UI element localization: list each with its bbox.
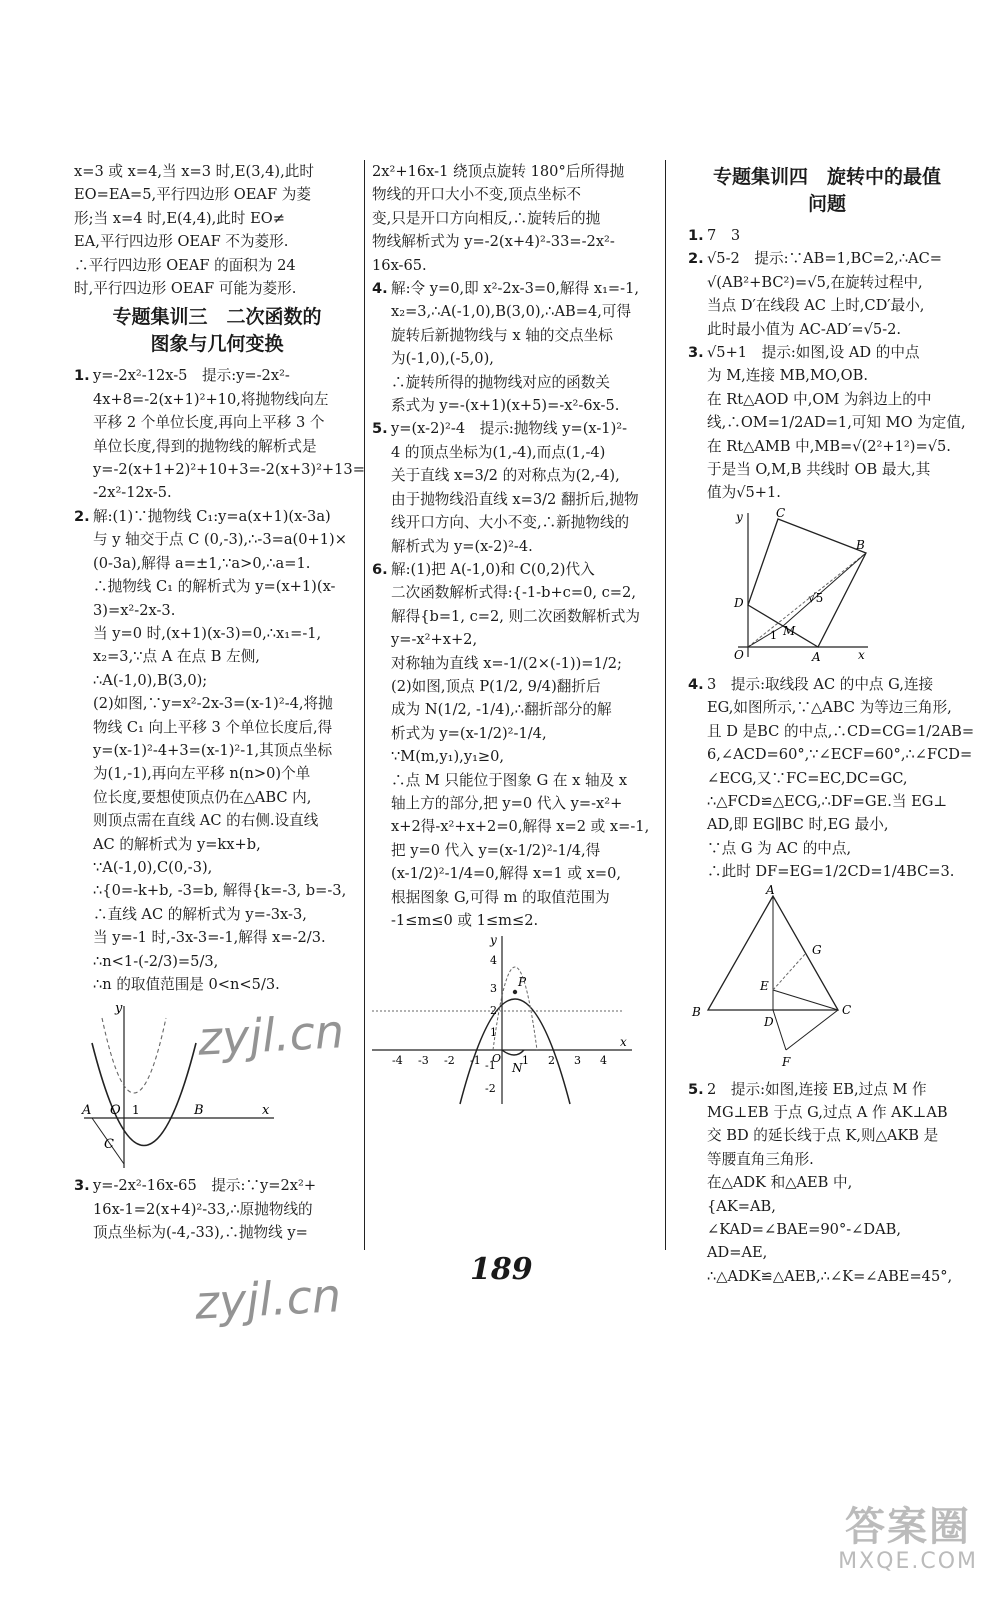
line-text: 于是当 O,M,B 共线时 OB 最大,其 (707, 461, 931, 479)
item-number: 5. (372, 420, 388, 438)
text-line (707, 790, 966, 813)
fig3-label: A (812, 649, 821, 664)
line-text: 解析式为 y=(x-2)²-4. (391, 537, 533, 555)
text-line (74, 207, 360, 230)
line-text: 物线解析式为 y=-2(x+4)²-33=-2x²- (372, 233, 615, 251)
line-text: 当点 D′在线段 AC 上时,CD′最小, (707, 297, 925, 315)
item-number: 5. (688, 1080, 704, 1098)
line-text: y=-2x²-12x-5 提示:y=-2x²- (93, 367, 290, 385)
text-line (391, 862, 658, 885)
fig2-label: N (512, 1061, 523, 1076)
text-line (391, 769, 658, 792)
line-text: y=(x-1)²-4+3=(x-1)²-1,其顶点坐标 (93, 741, 333, 759)
text-line (93, 762, 360, 785)
parabola-c1 (92, 1043, 196, 1146)
line-text: 顶点坐标为(-4,-33),∴抛物线 y= (93, 1224, 308, 1242)
line-text: y=-x²+x+2, (391, 631, 478, 649)
line-text: 把 y=0 代入 y=(x-1/2)²-1/4,得 (391, 841, 601, 859)
line-text: 16x-1=2(x+4)²-33,∴原抛物线的 (93, 1200, 313, 1218)
line-text: 当 y=-1 时,-3x-3=-1,解得 x=-2/3. (93, 929, 326, 947)
text-line (93, 716, 360, 739)
text-line (707, 813, 966, 836)
text-line (93, 481, 360, 504)
text-line (391, 605, 658, 628)
text-line (391, 652, 658, 675)
col2-continuation (372, 160, 658, 277)
text-line (372, 160, 658, 183)
text-line (74, 254, 360, 277)
fig3-label: O (734, 647, 744, 662)
text-line (391, 675, 658, 698)
line-text: y=-2(x+1+2)²+10+3=-2(x+3)²+13= (93, 461, 365, 479)
text-line (391, 371, 658, 394)
text-line (93, 388, 360, 411)
brand-line2: MXQE.COM (838, 1549, 978, 1574)
text-line (372, 183, 658, 206)
text-line (93, 411, 360, 434)
line-text: 对称轴为直线 x=-1/(2×(-1))=1/2; (391, 654, 622, 672)
text-line (93, 856, 360, 879)
line-text: 轴上方的部分,把 y=0 代入 y=-x²+ (391, 794, 623, 812)
text-line (93, 692, 360, 715)
item-number: 4. (372, 280, 388, 298)
line-text: ∠ECG,又∵FC=EC,DC=GC, (707, 769, 908, 787)
text-line (93, 739, 360, 762)
line-text: 形;当 x=4 时,E(4,4),此时 EO≠ (74, 209, 285, 227)
segment-ob (748, 553, 866, 647)
fig2-label: 1 (490, 1026, 497, 1040)
fig4-label: A (766, 882, 775, 897)
text-line (93, 950, 360, 973)
section-title-4 (688, 164, 966, 218)
col1-continuation (74, 160, 360, 300)
line-text: ∵点 G 为 AC 的中点, (707, 839, 852, 857)
line-text: 7 3 (707, 227, 741, 244)
watermark: zyjl.cn (193, 1268, 343, 1330)
text-line (93, 879, 360, 902)
line-text: AC 的解析式为 y=kx+b, (93, 835, 261, 853)
fig2-label: y (490, 933, 497, 948)
fig2-label: O (492, 1052, 502, 1066)
fig2-label: 3 (574, 1054, 581, 1068)
section-title-4-line2: 问题 (807, 193, 846, 215)
text-line (707, 1171, 966, 1194)
text-line (707, 388, 966, 411)
text-line (93, 926, 360, 949)
line-text: ∴直线 AC 的解析式为 y=-3x-3, (93, 905, 307, 923)
text-line (391, 792, 658, 815)
text-line (707, 271, 966, 294)
text-line (74, 277, 360, 300)
line-text: 交 BD 的延长线于点 K,则△AKB 是 (707, 1127, 939, 1145)
fig1-label: B (194, 1103, 204, 1119)
segment-mb (783, 553, 866, 626)
fig3-label: B (856, 537, 865, 552)
item-number: 2. (688, 250, 704, 268)
line-text: (x-1/2)²-1/4=0,解得 x=1 或 x=0, (391, 865, 622, 883)
fig3-label: D (734, 595, 744, 610)
line-text: -2x²-12x-5. (93, 484, 172, 502)
item-number: 6. (372, 560, 388, 578)
line-text: EA,平行四边形 OEAF 不为菱形. (74, 233, 289, 251)
line-text: 4x+8=-2(x+1)²+10,将抛物线向左 (93, 390, 329, 408)
text-line (93, 809, 360, 832)
line-text: -1≤m≤0 或 1≤m≤2. (391, 912, 539, 929)
text-line (707, 1195, 966, 1218)
item-number: 3. (74, 1177, 90, 1195)
text-line (688, 673, 966, 696)
fig1-label: y (115, 1001, 123, 1017)
text-line (93, 458, 365, 481)
line-text: 当 y=0 时,(x+1)(x-3)=0,∴x₁=-1, (93, 624, 322, 642)
text-line (707, 1148, 966, 1171)
fig4-label: F (782, 1054, 791, 1069)
fig2-label: 4 (600, 1054, 607, 1068)
text-line (391, 488, 658, 511)
answer-item-r2 (688, 247, 966, 341)
text-line (74, 160, 360, 183)
fig4-label: B (692, 1004, 701, 1019)
text-line (93, 622, 360, 645)
line-text: y=(x-2)²-4 提示:抛物线 y=(x-1)²- (391, 420, 628, 438)
line-text: ∠KAD=∠BAE=90°-∠DAB, (707, 1220, 902, 1238)
line-text: 时,平行四边形 OEAF 可能为菱形. (74, 280, 297, 298)
text-line (688, 341, 966, 364)
text-line (707, 458, 966, 481)
segment-om (748, 626, 783, 647)
line-text: ∴n 的取值范围是 0<n<5/3. (93, 976, 280, 993)
line-text: 析式为 y=(x-1/2)²-1/4, (391, 724, 547, 742)
line-text: 在 Rt△AOD 中,OM 为斜边上的中 (707, 390, 932, 408)
text-line (93, 599, 360, 622)
text-line (391, 628, 658, 651)
figure-graph-g (372, 934, 632, 1104)
line-text: 由于抛物线沿直线 x=3/2 翻折后,抛物 (391, 490, 639, 508)
section-title-3-line2: 图象与几何变换 (150, 333, 284, 356)
figure-equilateral-triangle (688, 882, 868, 1072)
line-text: x+2得-x²+x+2=0,解得 x=2 或 x=-1, (391, 818, 650, 836)
text-line (707, 743, 973, 766)
line-text: 根据图象 G,可得 m 的取值范围为 (391, 888, 610, 906)
answer-item-6 (372, 558, 658, 933)
line-text: ∵M(m,y₁),y₁≥0, (391, 748, 505, 766)
segment-eg (773, 953, 806, 990)
text-line (93, 435, 360, 458)
line-text: ∴平行四边形 OEAF 的面积为 24 (74, 256, 296, 274)
fig2-label: -1 (470, 1054, 481, 1068)
line-text: ∴抛物线 C₁ 的解析式为 y=(x+1)(x- (93, 578, 336, 596)
line-text: 3 提示:取线段 AC 的中点 G,连接 (707, 675, 934, 693)
text-line (391, 698, 658, 721)
text-line (688, 224, 966, 247)
text-line (93, 833, 360, 856)
text-line (707, 411, 966, 434)
fig1-label: O (110, 1103, 121, 1119)
text-line (688, 1078, 966, 1101)
line-text: 为(-1,0),(-5,0), (391, 350, 494, 368)
text-line (74, 364, 360, 387)
fig3-label: M (783, 623, 796, 638)
text-line (372, 207, 658, 230)
line-text: ∴△FCD≌△ECG,∴DF=GE.当 EG⊥ (707, 792, 948, 810)
text-line (707, 435, 966, 458)
text-line (372, 277, 658, 300)
text-line (391, 581, 658, 604)
line-text: √5+1 提示:如图,设 AD 的中点 (707, 344, 920, 362)
text-line (391, 394, 658, 417)
fig2-label: 1 (522, 1054, 529, 1068)
text-line (391, 815, 658, 838)
text-line (707, 860, 966, 883)
watermark: zyjl.cn (196, 1004, 346, 1066)
text-line (391, 300, 658, 323)
fig3-label: y (736, 509, 743, 524)
line-text: EO=EA=5,平行四边形 OEAF 为菱 (74, 186, 311, 204)
fig4-label: E (760, 978, 769, 993)
line-text: 在△ADK 和△AEB 中, (707, 1174, 853, 1192)
text-line (707, 837, 966, 860)
answer-item-r1 (688, 224, 966, 247)
line-text: EG,如图所示,∵△ABC 为等边三角形, (707, 699, 952, 717)
line-text: {AK=AB, (707, 1197, 776, 1215)
reflected-part (502, 1050, 524, 1055)
text-line (688, 247, 966, 270)
parabola-g (460, 999, 570, 1104)
answer-item-2 (74, 505, 360, 997)
line-text: (2)如图,顶点 P(1/2, 9/4)翻折后 (391, 677, 601, 695)
text-line (391, 324, 658, 347)
text-line (93, 1221, 360, 1244)
line-text: 二次函数解析式得:{-1-b+c=0, c=2, (391, 584, 636, 602)
line-text: 线开口方向、大小不变,∴新抛物线的 (391, 514, 630, 532)
brand-logo (838, 1505, 978, 1574)
fig3-label: C (776, 505, 786, 520)
segment-df (773, 1010, 786, 1050)
line-text: ∴此时 DF=EG=1/2CD=1/4BC=3. (707, 863, 955, 881)
line-text: 解:(1)∵抛物线 C₁:y=a(x+1)(x-3a) (93, 507, 331, 525)
line-text: 与 y 轴交于点 C (0,-3),∴-3=a(0+1)× (93, 531, 347, 549)
line-text: 线,∴OM=1/2AD=1,可知 MO 为定值, (707, 414, 966, 432)
segment-fc (786, 1010, 838, 1050)
text-line (74, 505, 360, 528)
answer-item-4 (372, 277, 658, 417)
line-text: x=3 或 x=4,当 x=3 时,E(3,4),此时 (74, 163, 314, 180)
answer-item-r4 (688, 673, 975, 884)
fig3-label: x (858, 647, 865, 662)
column-right (688, 160, 975, 1288)
line-text: ∴n<1-(-2/3)=5/3, (93, 952, 219, 970)
line-text: 16x-65. (372, 256, 427, 274)
item-number: 4. (688, 675, 704, 693)
text-line (391, 886, 658, 909)
text-line (707, 294, 966, 317)
text-line (707, 1101, 966, 1124)
column-rule-2 (665, 160, 666, 1250)
text-line (707, 1124, 966, 1147)
fig1-label: x (262, 1103, 270, 1119)
text-line (391, 535, 658, 558)
text-line (391, 909, 658, 932)
line-text: x₂=3,∵点 A 在点 B 左侧, (93, 648, 260, 666)
answer-item-1 (74, 364, 365, 504)
parabola-shifted (102, 1018, 166, 1093)
text-line (372, 417, 658, 440)
text-line (93, 786, 360, 809)
item-number: 1. (688, 227, 704, 244)
line-text: ∴点 M 只能位于图象 G 在 x 轴及 x (391, 771, 628, 789)
fig2-label: -2 (485, 1082, 496, 1096)
fig2-label: -3 (418, 1054, 429, 1068)
text-line (391, 347, 658, 370)
line-text: 2 提示:如图,连接 EB,过点 M 作 (707, 1080, 927, 1098)
text-line (707, 1218, 966, 1241)
text-line (391, 745, 658, 768)
line-text: 为 M,连接 MB,MO,OB. (707, 367, 868, 385)
text-line (707, 1241, 966, 1264)
text-line (93, 903, 360, 926)
fig3-label: √5 (808, 590, 824, 605)
section-title-3 (74, 304, 360, 358)
figure-rotation-square (688, 507, 868, 667)
text-line (391, 441, 658, 464)
text-line (74, 183, 360, 206)
text-line (391, 839, 658, 862)
line-text: 物线的开口大小不变,顶点坐标不 (372, 186, 581, 204)
line-text: ∴旋转所得的抛物线对应的函数关 (391, 373, 610, 391)
line-text: 位长度,要想使顶点仍在△ABC 内, (93, 788, 312, 806)
line-text: 解得{b=1, c=2, 则二次函数解析式为 (391, 607, 640, 625)
text-line (707, 720, 975, 743)
line-text: AD,即 EG∥BC 时,EG 最小, (707, 816, 889, 834)
page-number: 189 (470, 1252, 533, 1287)
line-text: 且 D 是BC 的中点,∴CD=CG=1/2AB= (707, 722, 975, 740)
line-text: 系式为 y=-(x+1)(x+5)=-x²-6x-5. (391, 397, 620, 415)
text-line (391, 511, 658, 534)
fig3-label: 1 (770, 628, 777, 642)
point-p (513, 990, 517, 994)
text-line (93, 552, 360, 575)
fig2-label: 3 (490, 982, 497, 996)
column-middle (372, 160, 658, 1110)
answer-item-r3 (688, 341, 966, 505)
item-number: 2. (74, 507, 90, 525)
line-text: 平移 2 个单位长度,再向上平移 3 个 (93, 414, 325, 432)
text-line (391, 464, 658, 487)
parabola-dashed (493, 967, 537, 1050)
fig1-label: C (104, 1137, 114, 1153)
section-title-3-line1: 专题集训三 二次函数的 (112, 306, 322, 329)
fig2-label: x (620, 1035, 627, 1050)
line-text: 关于直线 x=3/2 的对称点为(2,-4), (391, 467, 620, 485)
text-line (93, 669, 360, 692)
line-text: ∴{0=-k+b, -3=b, 解得{k=-3, b=-3, (93, 882, 347, 900)
line-text: ∴△ADK≌△AEB,∴∠K=∠ABE=45°, (707, 1267, 953, 1285)
text-line (707, 1265, 966, 1288)
item-number: 1. (74, 367, 90, 385)
text-line (707, 318, 966, 341)
line-text: (2)如图,∵y=x²-2x-3=(x-1)²-4,将抛 (93, 695, 333, 713)
item-number: 3. (688, 344, 704, 362)
line-text: 2x²+16x-1 绕顶点旋转 180°后所得抛 (372, 163, 625, 180)
line-text: 此时最小值为 AC-AD′=√5-2. (707, 320, 902, 338)
fig1-label: A (82, 1103, 92, 1119)
line-text: 在 Rt△AMB 中,MB=√(2²+1²)=√5. (707, 437, 951, 455)
line-text: 变,只是开口方向相反,∴旋转后的抛 (372, 209, 601, 227)
line-text: x₂=3,∴A(-1,0),B(3,0),∴AB=4,可得 (391, 303, 632, 321)
line-text: 成为 N(1/2, -1/4),∴翻折部分的解 (391, 701, 612, 719)
answer-item-5 (372, 417, 658, 557)
line-text: √5-2 提示:∵AB=1,BC=2,∴AC= (707, 250, 943, 268)
section-title-4-line1: 专题集训四 旋转中的最值 (712, 166, 941, 188)
text-line (372, 254, 658, 277)
column-rule-1 (364, 160, 365, 1250)
line-text: AD=AE, (707, 1244, 768, 1262)
fig4-label: D (764, 1014, 774, 1029)
rectangle-abcd (748, 519, 866, 647)
line-text: 6,∠ACD=60°,∵∠ECF=60°,∴∠FCD= (707, 746, 973, 764)
text-line (93, 645, 360, 668)
line-text: 旋转后新抛物线与 x 轴的交点坐标 (391, 326, 613, 344)
line-text: 3)=x²-2x-3. (93, 601, 176, 619)
fig4-label: C (842, 1002, 852, 1017)
answer-item-3 (74, 1174, 360, 1244)
column-left (74, 160, 365, 1245)
fig1-label: 1 (132, 1103, 140, 1118)
fig2-label: 2 (490, 1004, 497, 1018)
line-text: (0-3a),解得 a=±1,∵a>0,∴a=1. (93, 554, 311, 572)
text-line (391, 722, 658, 745)
fig2-label: -4 (392, 1054, 403, 1068)
text-line (93, 528, 360, 551)
text-line (93, 1198, 360, 1221)
line-text: 解:令 y=0,即 x²-2x-3=0,解得 x₁=-1, (391, 280, 640, 298)
fig2-label: P (518, 975, 527, 990)
text-line (707, 767, 966, 790)
line-text: 4 的顶点坐标为(1,-4),而点(1,-4) (391, 443, 606, 461)
brand-line1: 答案圈 (845, 1504, 972, 1550)
text-line (74, 1174, 360, 1197)
text-line (707, 696, 966, 719)
line-text: ∴A(-1,0),B(3,0); (93, 671, 208, 689)
line-text: 则顶点需在直线 AC 的右侧.设直线 (93, 812, 319, 830)
line-text: 单位长度,得到的抛物线的解析式是 (93, 437, 317, 455)
text-line (707, 481, 966, 504)
fig2-label: -1 (485, 1059, 496, 1073)
fig2-label: 4 (490, 954, 497, 968)
line-text: 解:(1)把 A(-1,0)和 C(0,2)代入 (391, 560, 595, 578)
text-line (74, 230, 360, 253)
fig4-label: G (812, 942, 822, 957)
fig2-label: -2 (444, 1054, 455, 1068)
line-text: √(AB²+BC²)=√5,在旋转过程中, (707, 273, 923, 291)
line-text: MG⊥EB 于点 G,过点 A 作 AK⊥AB (707, 1103, 948, 1121)
line-text: ∵A(-1,0),C(0,-3), (93, 858, 213, 876)
line-text: 值为√5+1. (707, 484, 781, 502)
text-line (707, 364, 966, 387)
text-line (372, 230, 658, 253)
fig2-label: 2 (548, 1054, 555, 1068)
text-line (93, 973, 360, 996)
line-text: y=-2x²-16x-65 提示:∵y=2x²+ (93, 1177, 317, 1195)
line-text: 物线 C₁ 向上平移 3 个单位长度后,得 (93, 718, 333, 736)
text-line (93, 575, 360, 598)
answer-item-r5 (688, 1078, 966, 1289)
line-text: 为(1,-1),再向左平移 n(n>0)个单 (93, 765, 311, 783)
text-line (372, 558, 658, 581)
line-text: 等腰直角三角形. (707, 1150, 814, 1168)
